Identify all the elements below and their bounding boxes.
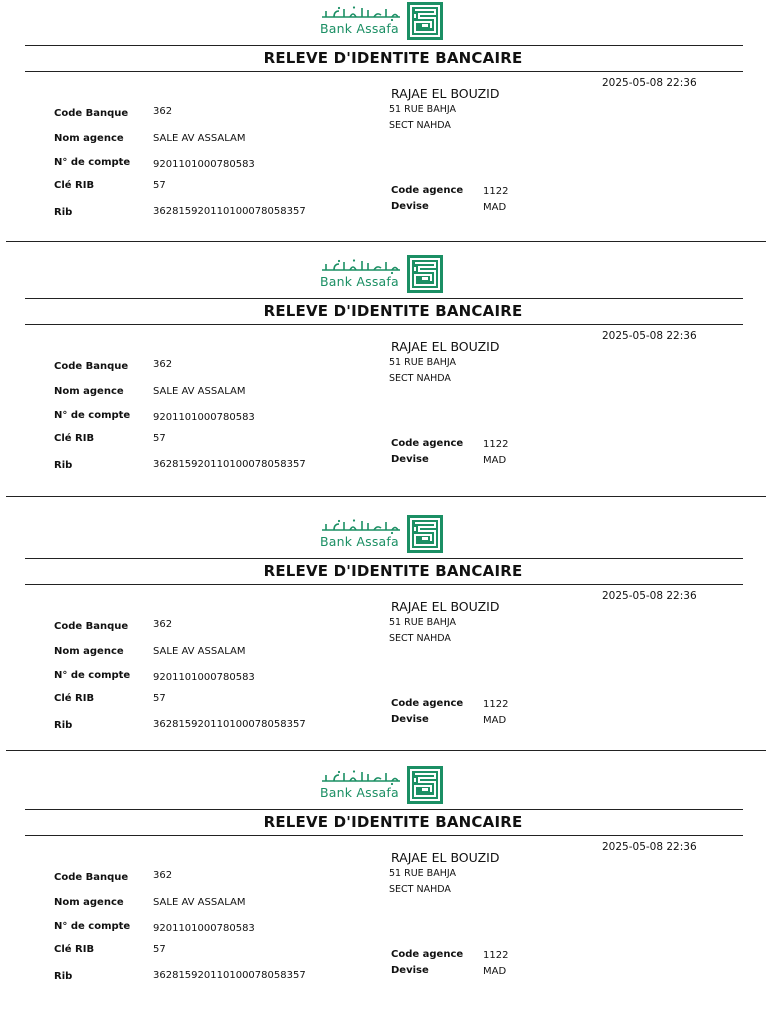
account-number-value: 9201101000780583: [153, 159, 255, 170]
code-agence-label: Code agence: [391, 698, 464, 709]
account-number-label: N° de compte: [54, 921, 131, 932]
arabic-logotype: [320, 769, 404, 785]
cle-rib-label: Clé RIB: [54, 433, 95, 444]
address-line-2: SECT NAHDA: [389, 120, 451, 131]
bank-assafa-logo: [320, 513, 445, 555]
arabic-logotype: [320, 258, 404, 274]
nom-agence-value: SALE AV ASSALAM: [153, 133, 246, 144]
devise-value: MAD: [483, 202, 507, 213]
rib-label: Rib: [54, 460, 73, 471]
rib-copy: [0, 0, 768, 250]
kufic-square-icon: [406, 254, 444, 294]
account-number-value: 9201101000780583: [153, 672, 255, 683]
document-title: RELEVE D'IDENTITE BANCAIRE: [263, 562, 523, 580]
rib-copy: [0, 764, 768, 1014]
document-title: RELEVE D'IDENTITE BANCAIRE: [263, 49, 523, 67]
nom-agence-label: Nom agence: [54, 897, 124, 908]
code-agence-value: 1122: [483, 186, 509, 197]
generated-date: 2025-05-08 22:36: [602, 590, 697, 602]
copy-separator: [6, 750, 766, 751]
bank-assafa-logo: [320, 764, 445, 806]
bank-assafa-logo: [320, 253, 445, 295]
copy-separator: [6, 241, 766, 242]
code-banque-value: 362: [153, 619, 173, 630]
logo-text: Bank Assafa: [320, 21, 399, 36]
address-line-1: 51 RUE BAHJA: [389, 357, 456, 368]
kufic-square-icon: [406, 514, 444, 554]
cle-rib-label: Clé RIB: [54, 180, 95, 191]
cle-rib-label: Clé RIB: [54, 693, 95, 704]
cle-rib-value: 57: [153, 180, 166, 191]
code-banque-value: 362: [153, 870, 173, 881]
code-banque-value: 362: [153, 359, 173, 370]
account-holder-name: RAJAE EL BOUZID: [391, 599, 500, 614]
account-number-label: N° de compte: [54, 157, 131, 168]
address-line-1: 51 RUE BAHJA: [389, 104, 456, 115]
rib-label: Rib: [54, 720, 73, 731]
arabic-logotype: [320, 518, 404, 534]
devise-label: Devise: [391, 454, 429, 465]
account-number-value: 9201101000780583: [153, 923, 255, 934]
rib-value: 362815920110100078058357: [153, 970, 306, 981]
rib-copy: [0, 513, 768, 763]
kufic-square-icon: [406, 765, 444, 805]
code-agence-value: 1122: [483, 439, 509, 450]
document-title: RELEVE D'IDENTITE BANCAIRE: [263, 813, 523, 831]
account-number-label: N° de compte: [54, 670, 131, 681]
address-line-1: 51 RUE BAHJA: [389, 617, 456, 628]
code-agence-value: 1122: [483, 950, 509, 961]
account-holder-name: RAJAE EL BOUZID: [391, 339, 500, 354]
code-agence-label: Code agence: [391, 949, 464, 960]
rib-value: 362815920110100078058357: [153, 459, 306, 470]
code-banque-label: Code Banque: [54, 361, 129, 372]
logo-text: Bank Assafa: [320, 534, 399, 549]
cle-rib-value: 57: [153, 433, 166, 444]
kufic-square-icon: [406, 1, 444, 41]
title-top-rule: [25, 558, 743, 559]
address-line-2: SECT NAHDA: [389, 633, 451, 644]
code-banque-label: Code Banque: [54, 621, 129, 632]
address-line-2: SECT NAHDA: [389, 884, 451, 895]
rib-value: 362815920110100078058357: [153, 206, 306, 217]
generated-date: 2025-05-08 22:36: [602, 330, 697, 342]
generated-date: 2025-05-08 22:36: [602, 841, 697, 853]
devise-value: MAD: [483, 966, 507, 977]
cle-rib-label: Clé RIB: [54, 944, 95, 955]
account-holder-name: RAJAE EL BOUZID: [391, 850, 500, 865]
rib-label: Rib: [54, 971, 73, 982]
copy-separator: [6, 496, 766, 497]
title-bottom-rule: [25, 324, 743, 325]
rib-copy: [0, 253, 768, 503]
devise-value: MAD: [483, 455, 507, 466]
nom-agence-value: SALE AV ASSALAM: [153, 386, 246, 397]
title-top-rule: [25, 298, 743, 299]
devise-value: MAD: [483, 715, 507, 726]
cle-rib-value: 57: [153, 693, 166, 704]
arabic-logotype: [320, 5, 404, 21]
logo-text: Bank Assafa: [320, 785, 399, 800]
code-banque-label: Code Banque: [54, 108, 129, 119]
title-bottom-rule: [25, 835, 743, 836]
account-number-label: N° de compte: [54, 410, 131, 421]
code-agence-value: 1122: [483, 699, 509, 710]
account-holder-name: RAJAE EL BOUZID: [391, 86, 500, 101]
address-line-2: SECT NAHDA: [389, 373, 451, 384]
account-number-value: 9201101000780583: [153, 412, 255, 423]
nom-agence-label: Nom agence: [54, 133, 124, 144]
title-top-rule: [25, 45, 743, 46]
title-top-rule: [25, 809, 743, 810]
nom-agence-label: Nom agence: [54, 646, 124, 657]
address-line-1: 51 RUE BAHJA: [389, 868, 456, 879]
nom-agence-value: SALE AV ASSALAM: [153, 646, 246, 657]
generated-date: 2025-05-08 22:36: [602, 77, 697, 89]
code-banque-label: Code Banque: [54, 872, 129, 883]
code-agence-label: Code agence: [391, 438, 464, 449]
devise-label: Devise: [391, 714, 429, 725]
devise-label: Devise: [391, 201, 429, 212]
nom-agence-label: Nom agence: [54, 386, 124, 397]
title-bottom-rule: [25, 584, 743, 585]
document-title: RELEVE D'IDENTITE BANCAIRE: [263, 302, 523, 320]
rib-value: 362815920110100078058357: [153, 719, 306, 730]
cle-rib-value: 57: [153, 944, 166, 955]
code-agence-label: Code agence: [391, 185, 464, 196]
bank-assafa-logo: [320, 0, 445, 42]
rib-label: Rib: [54, 207, 73, 218]
title-bottom-rule: [25, 71, 743, 72]
devise-label: Devise: [391, 965, 429, 976]
nom-agence-value: SALE AV ASSALAM: [153, 897, 246, 908]
code-banque-value: 362: [153, 106, 173, 117]
logo-text: Bank Assafa: [320, 274, 399, 289]
